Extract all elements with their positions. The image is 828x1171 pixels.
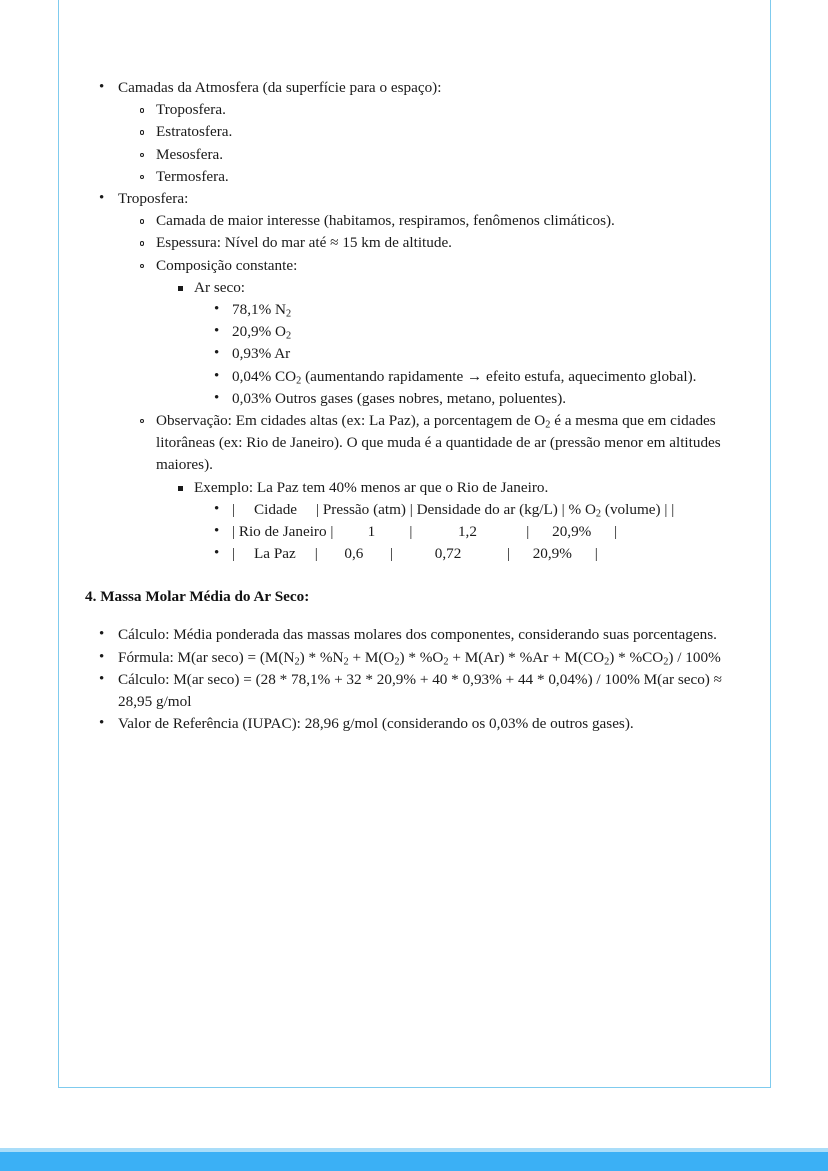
page-content — [59, 0, 772, 735]
gas-percent: 0,03% — [232, 389, 276, 407]
ar-seco-label: Ar seco: — [194, 278, 246, 296]
gas-subscript: 2 — [286, 330, 292, 342]
list-item-composicao — [131, 255, 752, 410]
formula-p7: ) / 100% — [668, 648, 721, 666]
table-row — [208, 521, 752, 543]
list-item-troposfera-layer — [131, 99, 752, 121]
list-item-mesosfera-layer — [131, 144, 752, 166]
camadas-title: Camadas da Atmosfera (da superfície para o espaço): — [118, 79, 442, 96]
gas-percent: 0,93% — [232, 345, 275, 363]
camada-interesse-text: Camada de maior interesse (habitamos, respiramos, fenômenos climáticos). — [156, 212, 615, 230]
composicao-text: Composição constante: — [156, 256, 298, 274]
formula-s4: 2 — [443, 655, 449, 667]
list-item-gas — [208, 343, 752, 365]
layer-label: Termosfera. — [156, 167, 229, 185]
troposfera-sublist — [131, 210, 752, 565]
list-item-camada-interesse — [131, 210, 752, 232]
list-item-calculo-numerico — [94, 669, 752, 713]
table-header-part2: (volume) | | — [601, 500, 675, 518]
table-header-subscript: 2 — [595, 508, 602, 520]
gas-formula: Outros gases — [275, 389, 354, 407]
list-item-ar-seco — [168, 277, 752, 410]
composicao-sublist — [168, 277, 752, 410]
formula-p6: ) * %CO — [609, 648, 664, 666]
list-item-troposfera-section — [94, 188, 752, 565]
formula-p5: + M(Ar) * %Ar + M(CO — [448, 648, 605, 666]
gases-list — [208, 299, 752, 410]
list-item-exemplo — [168, 477, 752, 566]
list-item-camadas-atmosfera — [94, 77, 752, 188]
layer-label: Estratosfera. — [156, 123, 233, 141]
list-item-gas — [208, 321, 752, 343]
formula-s5: 2 — [604, 655, 610, 667]
viewer-bottom-bar[interactable] — [0, 1152, 828, 1171]
list-item-termosfera-layer — [131, 166, 752, 188]
gas-formula: CO — [275, 367, 297, 385]
troposfera-title: Troposfera: — [118, 190, 189, 208]
list-item-gas — [208, 299, 752, 321]
calculo-numerico-text: Cálculo: M(ar seco) = (28 * 78,1% + 32 * 20,9% + 40 * 0,93% + 44 * 0,04%) / 100% M(ar seco) ≈ 28,95 g/mol — [118, 670, 722, 711]
gas-percent: 0,04% — [232, 367, 276, 385]
table-row — [208, 543, 752, 565]
valor-referencia-text: Valor de Referência (IUPAC): 28,96 g/mol (considerando os 0,03% de outros gases). — [118, 715, 634, 733]
observacao-part2: é a mesma que em cidades litorâneas (ex: Rio de Janeiro). O que muda é a quantidade de ar (pressão menor em altitudes maiores). — [156, 412, 721, 474]
table-row-text: | La Paz | 0,6 | 0,72 | 20,9% | — [232, 545, 598, 563]
gas-subscript: 2 — [296, 374, 302, 386]
formula-s1: 2 — [294, 655, 300, 667]
camadas-sublist — [131, 99, 752, 188]
observacao-subscript: 2 — [545, 419, 551, 431]
calculo-definicao-text: Cálculo: Média ponderada das massas molares dos componentes, considerando suas porcentagens. — [118, 626, 717, 644]
list-item-calculo-definicao — [94, 624, 752, 646]
table-row-header — [208, 499, 752, 521]
gas-subscript: 2 — [286, 308, 292, 320]
table-row-text: | Rio de Janeiro | 1 | 1,2 | 20,9% | — [232, 523, 618, 541]
list-item-observacao — [131, 410, 752, 565]
exemplo-text: Exemplo: La Paz tem 40% menos ar que o Rio de Janeiro. — [194, 478, 549, 496]
document-page — [58, 0, 771, 1088]
section-heading-massa-molar: 4. Massa Molar Média do Ar Seco: — [85, 588, 310, 606]
formula-p2: ) * %N — [299, 648, 344, 666]
list-item-estratosfera-layer — [131, 121, 752, 143]
list-item-valor-referencia — [94, 713, 752, 735]
list-item-gas — [208, 366, 752, 388]
observacao-sublist — [168, 477, 752, 566]
gas-formula: Ar — [274, 345, 291, 363]
espessura-text: Espessura: Nível do mar até ≈ 15 km de altitude. — [156, 234, 452, 252]
table-header-part1: | Cidade | Pressão (atm) | Densidade do ar (kg/L) | % O — [232, 500, 596, 518]
formula-s3: 2 — [394, 655, 400, 667]
list-item-gas — [208, 388, 752, 410]
formula-s6: 2 — [663, 655, 669, 667]
massa-molar-list — [94, 624, 752, 735]
outline-list-root — [94, 77, 752, 565]
gas-percent: 78,1% — [232, 301, 276, 319]
layer-label: Mesosfera. — [156, 145, 224, 163]
gas-tail: (aumentando rapidamente → efeito estufa, aquecimento global). — [301, 367, 697, 385]
layer-label: Troposfera. — [156, 101, 226, 119]
gas-percent: 20,9% — [232, 323, 276, 341]
formula-p3: + M(O — [348, 648, 395, 666]
observacao-part1: Observação: Em cidades altas (ex: La Paz), a porcentagem de O — [156, 412, 546, 430]
gas-formula: N — [275, 301, 286, 319]
formula-s2: 2 — [343, 655, 349, 667]
formula-p4: ) * %O — [399, 648, 444, 666]
formula-p1: Fórmula: M(ar seco) = (M(N — [118, 648, 295, 666]
list-item-espessura — [131, 232, 752, 254]
comparison-table-as-list — [208, 499, 752, 566]
list-item-formula — [94, 647, 752, 669]
gas-tail: (gases nobres, metano, poluentes). — [353, 389, 567, 407]
gas-formula: O — [275, 323, 286, 341]
